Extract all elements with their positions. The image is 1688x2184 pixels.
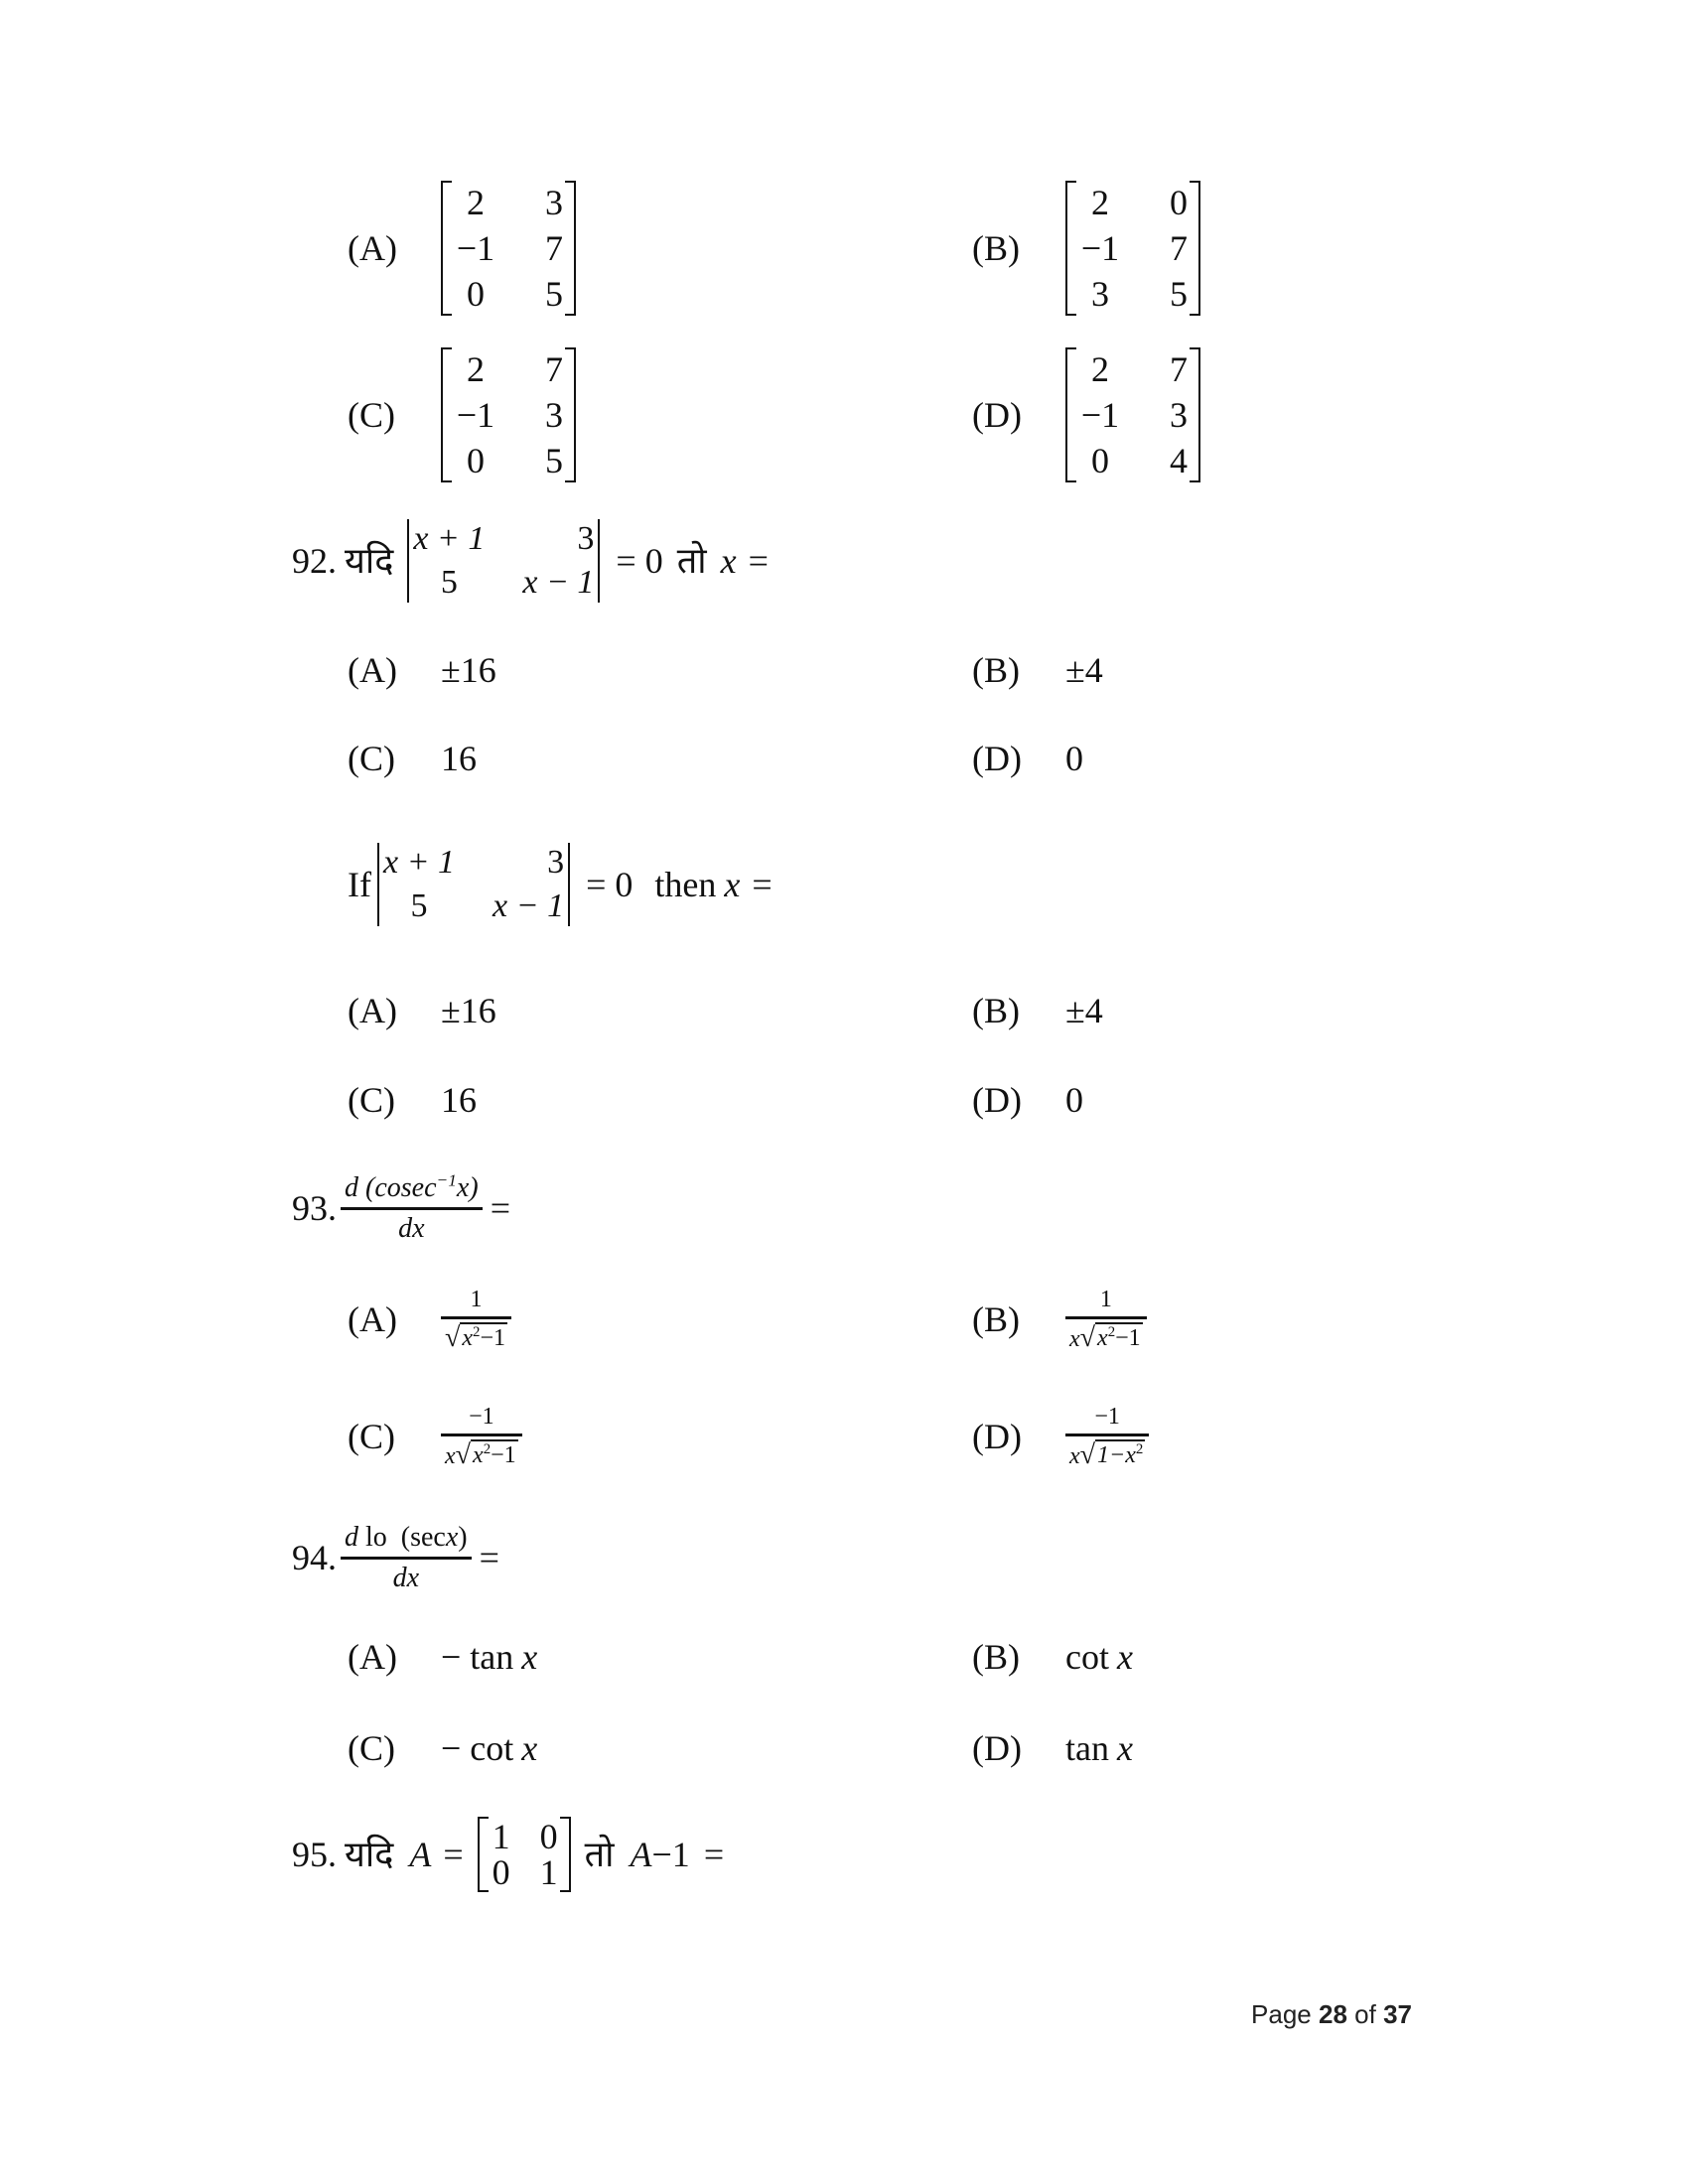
option-label: (A) xyxy=(348,228,397,268)
q93-option-c: (C) −1 x √ $x^2-1$ xyxy=(348,1404,522,1469)
q92-english-option-c: (C) 16 xyxy=(348,1080,477,1120)
matrix: 2 7 −1 3 0 5 xyxy=(441,347,576,482)
q94-question: 94. $\frac{\text{d lo (secx)}}{dx}$ = xyxy=(292,1521,499,1593)
option-label: (B) xyxy=(972,228,1020,268)
question-number: 94. xyxy=(292,1538,337,1577)
q91-option-a xyxy=(348,183,576,314)
q93-question: 93. $\frac{d (cosec^{-1}x)}{dx}$ = xyxy=(292,1170,510,1244)
page-number: Page 28 of 37 xyxy=(1251,1999,1412,2029)
q93-option-d: (D) −1 x √ $1-x^2$ xyxy=(972,1404,1149,1469)
q94-option-c: (C) − cot x xyxy=(348,1728,538,1768)
matrix: 2 3 −1 7 0 5 xyxy=(441,181,576,316)
matrix: 1 0 0 1 xyxy=(478,1817,571,1892)
q94-option-a: (A) − tan x xyxy=(348,1637,538,1677)
q91-option-c xyxy=(348,349,576,480)
q91-option-d xyxy=(972,349,1200,480)
q92-hindi-option-a: (A) ±16 xyxy=(348,650,496,690)
determinant: x + 1 3 5 x − 1 xyxy=(407,519,600,603)
q91-option-b xyxy=(972,183,1200,314)
question-number: 92. xyxy=(292,541,337,581)
q92-english-question: If x + 1 3 5 x − 1 = 0 then x = xyxy=(348,844,773,924)
q93-option-b: (B) 1 x √ $x^2-1$ xyxy=(972,1287,1147,1352)
q94-option-d: (D) tan x xyxy=(972,1728,1133,1768)
q93-option-a: (A) 1 √ $x^2-1$ xyxy=(348,1287,511,1352)
determinant: x + 1 3 5 x − 1 xyxy=(377,843,570,926)
fraction: −1 x √ $1-x^2$ xyxy=(1065,1403,1149,1470)
matrix: 2 0 −1 7 3 5 xyxy=(1065,181,1200,316)
fraction: 1 √ $x^2-1$ xyxy=(441,1286,511,1353)
q95-question: 95. यदि A = 1 0 0 1 तो A −1 = xyxy=(292,1817,725,1892)
q92-hindi-option-b: (B) ±4 xyxy=(972,650,1103,690)
q92-hindi-question: 92. यदि x + 1 3 5 x − 1 = 0 तो x = xyxy=(292,520,769,601)
q92-english-option-a: (A) ±16 xyxy=(348,991,496,1030)
option-label: (C) xyxy=(348,395,395,435)
fraction: −1 x √ $x^2-1$ xyxy=(441,1403,522,1470)
option-label: (D) xyxy=(972,395,1022,435)
q92-english-option-d: (D) 0 xyxy=(972,1080,1083,1120)
question-number: 95. xyxy=(292,1835,337,1874)
q94-option-b: (B) cot x xyxy=(972,1637,1133,1677)
q92-hindi-option-c: (C) 16 xyxy=(348,739,477,778)
derivative-fraction: $\frac{\text{d lo (secx)}}{dx}$ xyxy=(341,1522,472,1594)
matrix: 2 7 −1 3 0 4 xyxy=(1065,347,1200,482)
q92-english-option-b: (B) ±4 xyxy=(972,991,1103,1030)
hindi-if: यदि xyxy=(345,541,394,581)
q92-hindi-option-d: (D) 0 xyxy=(972,739,1083,778)
question-number: 93. xyxy=(292,1188,337,1228)
fraction: 1 x √ $x^2-1$ xyxy=(1065,1286,1147,1353)
derivative-fraction: $\frac{d (cosec^{-1}x)}{dx}$ xyxy=(341,1172,483,1245)
english-if: If xyxy=(348,865,371,904)
